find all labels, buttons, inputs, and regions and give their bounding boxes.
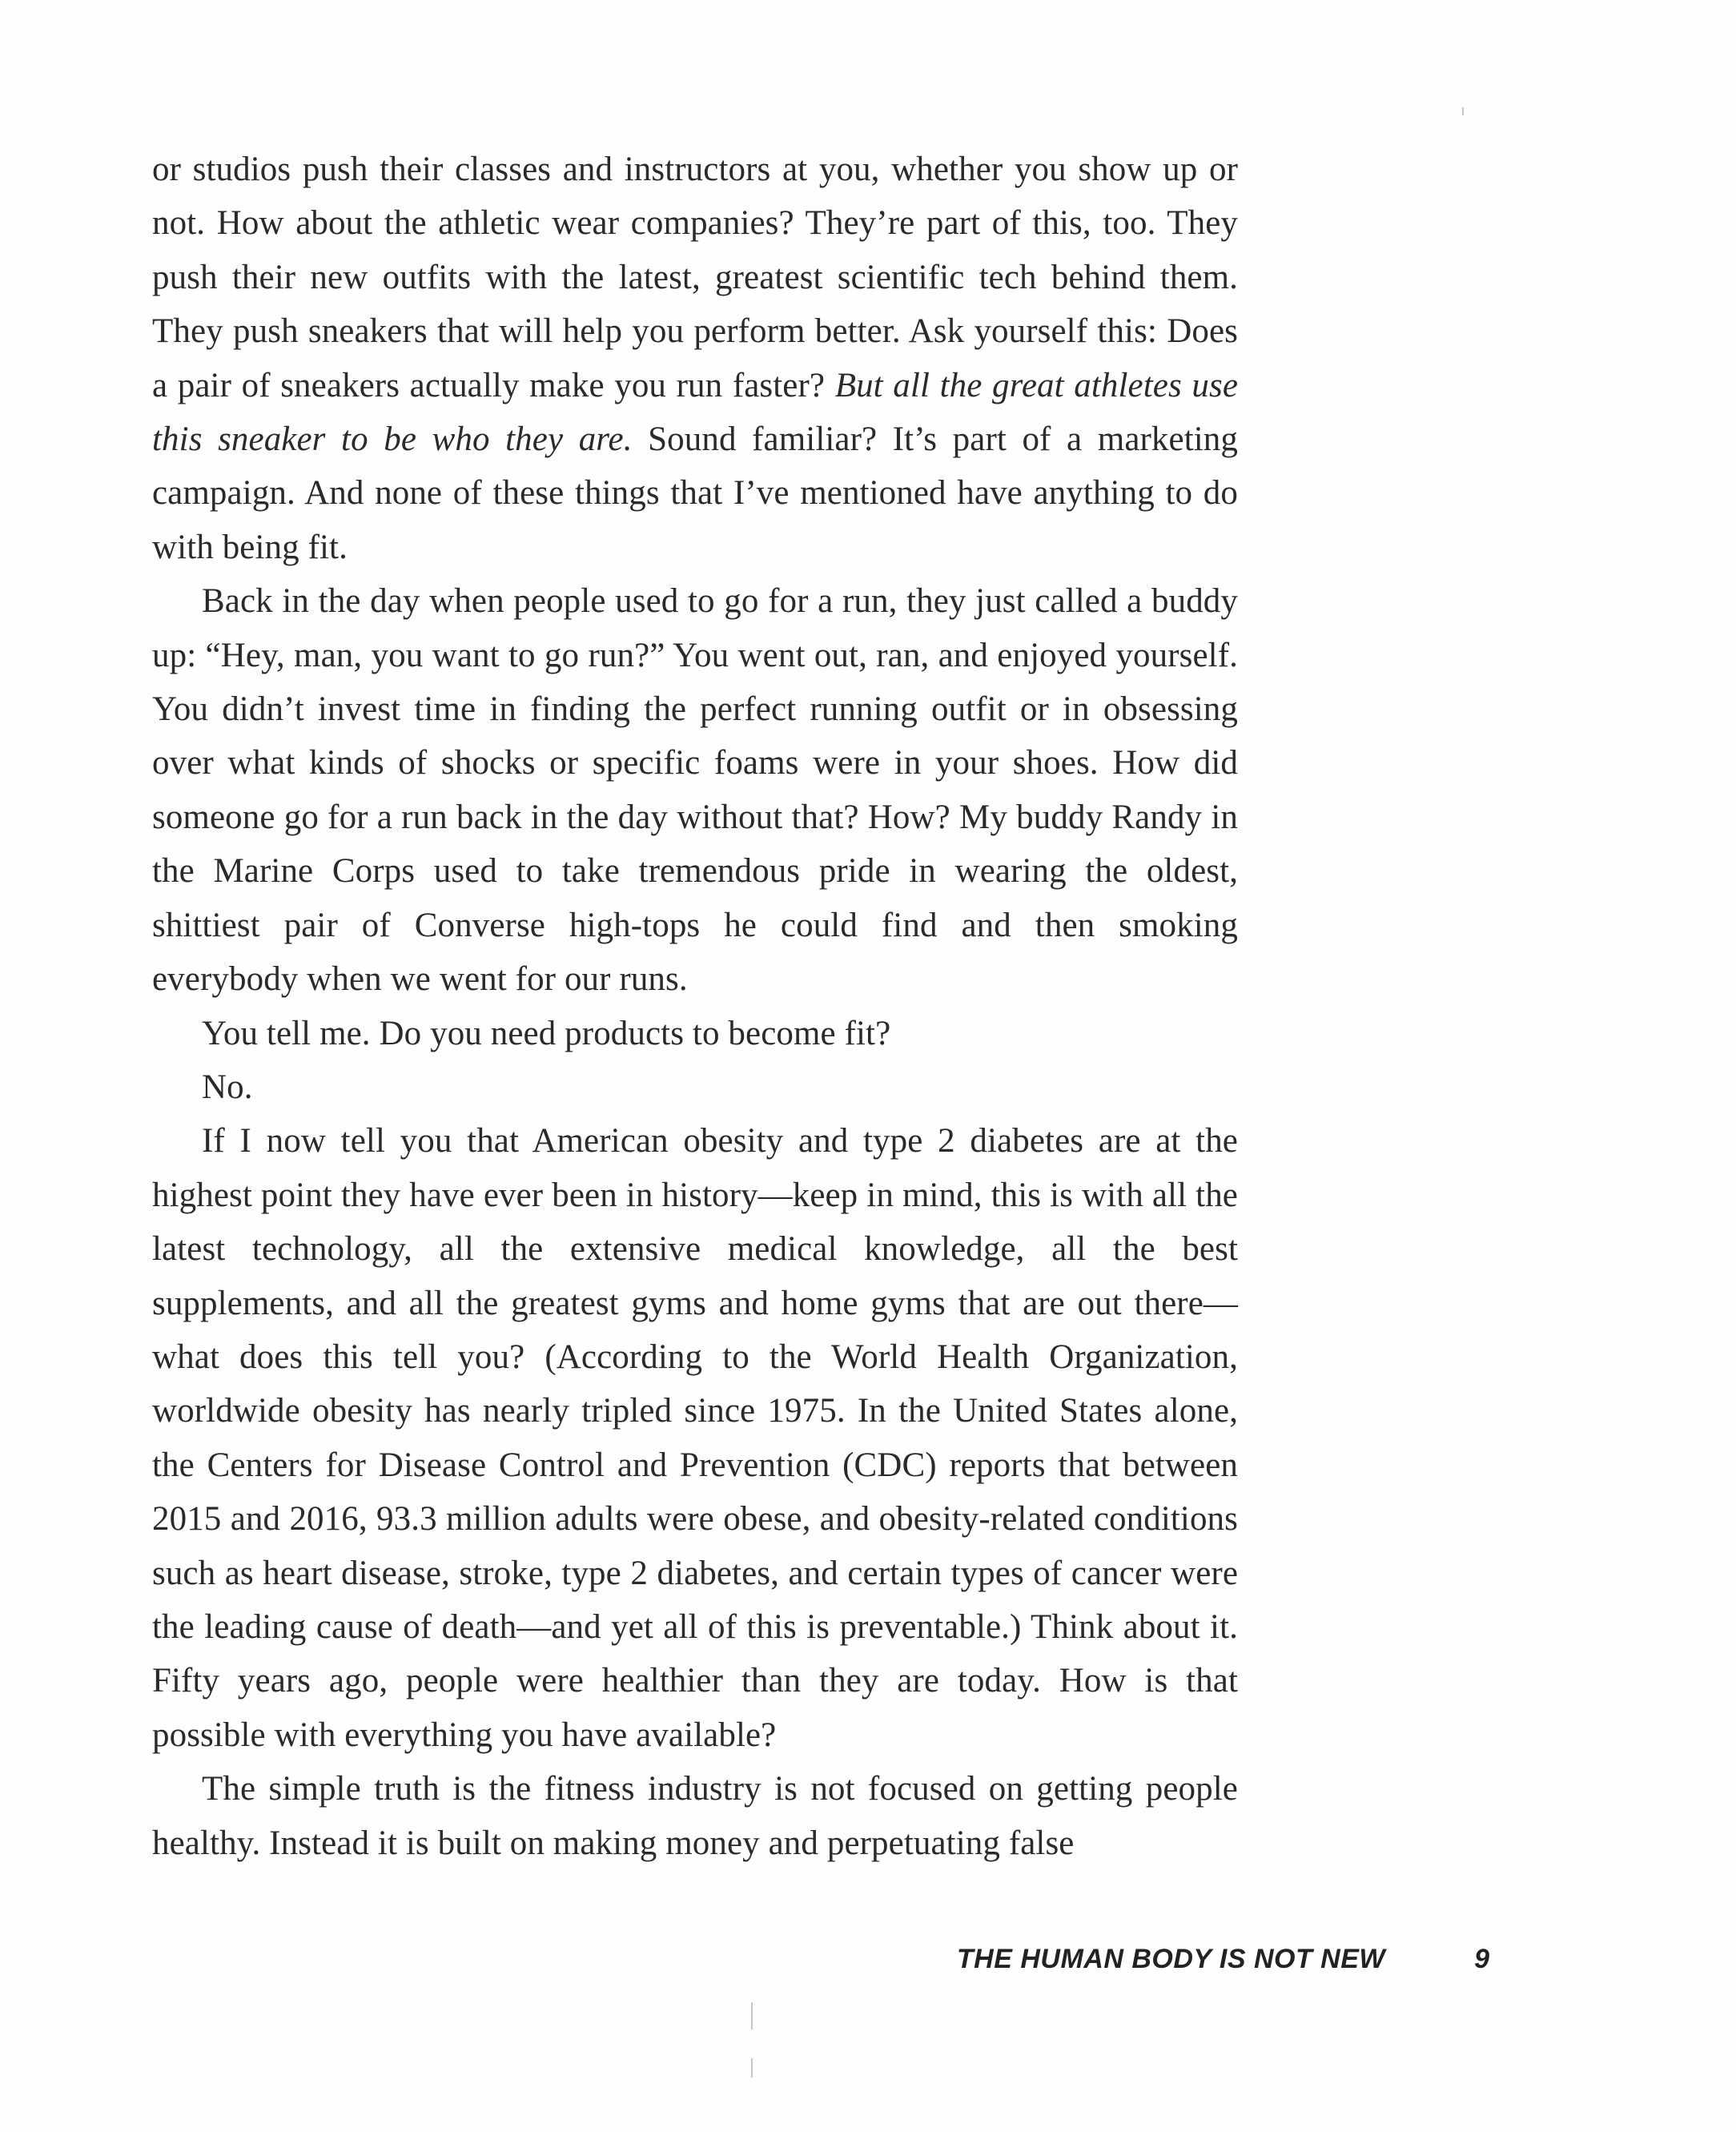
scan-artifact bbox=[751, 2002, 753, 2029]
running-title: THE HUMAN BODY IS NOT NEW bbox=[956, 1944, 1385, 1974]
text-run: The simple truth is the fitness industry is not focused on getting people healthy. Instead it is built on making money and perpetuating false bbox=[152, 1770, 1238, 1862]
text-run: No. bbox=[202, 1068, 253, 1106]
paragraph bbox=[152, 1762, 1238, 1870]
paragraph bbox=[152, 1114, 1238, 1762]
text-run: Back in the day when people used to go for a run, they just called a buddy up: “Hey, man, you want to go run?” You went out, ran, and enjoyed yourself. You didn’t invest time in finding the perfect running outfit or in obsessing over what kinds of shocks or specific foams were in your shoes. How did someone go for a run back in the day without that? How? My buddy Randy in the Marine Corps used to take tremendous pride in wearing the oldest, shittiest pair of Converse high-tops he could find and then smoking everybody when we went for our runs. bbox=[152, 582, 1238, 999]
italic-text-run: But all the great athletes use this sneaker to be who they are. bbox=[152, 366, 1239, 459]
page-footer bbox=[881, 1944, 1489, 1992]
paragraph bbox=[152, 1007, 1238, 1060]
text-run: or studios push their classes and instructors at you, whether you show up or not. How about the athletic wear companies? They’re part of this, too. They push their new outfits with the latest, greatest scientific tech behind them. They push sneakers that will help you perform better. Ask yourself this: Does a pair of sneakers actually make you run faster? bbox=[152, 151, 1238, 404]
body-text bbox=[152, 143, 1238, 1870]
paragraph bbox=[152, 574, 1238, 1006]
text-run: You tell me. Do you need products to become fit? bbox=[202, 1014, 891, 1052]
scan-artifact bbox=[751, 2058, 753, 2078]
paragraph bbox=[152, 1060, 1238, 1114]
scan-artifact bbox=[1462, 107, 1464, 115]
page-number: 9 bbox=[1474, 1944, 1489, 1974]
text-run: If I now tell you that American obesity and type 2 diabetes are at the highest point they have ever been in history—keep in mind, this is with all the latest technology, all the extensive medical knowledge, all the best supplements, and all the greatest gyms and home gyms that are out there—what does this tell you? (According to the World Health Organization, worldwide obesity has nearly tripled since 1975. In the United States alone, the Centers for Disease Control and Prevention (CDC) reports that between 2015 and 2016, 93.3 million adults were obese, and obesity-related conditions such as heart disease, stroke, type 2 diabetes, and certain types of cancer were the leading cause of death—and yet all of this is preventable.) Think about it. Fifty years ago, people were healthier than they are today. How is that possible with everything you have available? bbox=[152, 1122, 1238, 1754]
text-run: Sound familiar? It’s part of a marketing campaign. And none of these things that I’ve mentioned have anything to do with being fit. bbox=[152, 420, 1239, 566]
paragraph bbox=[152, 143, 1238, 574]
